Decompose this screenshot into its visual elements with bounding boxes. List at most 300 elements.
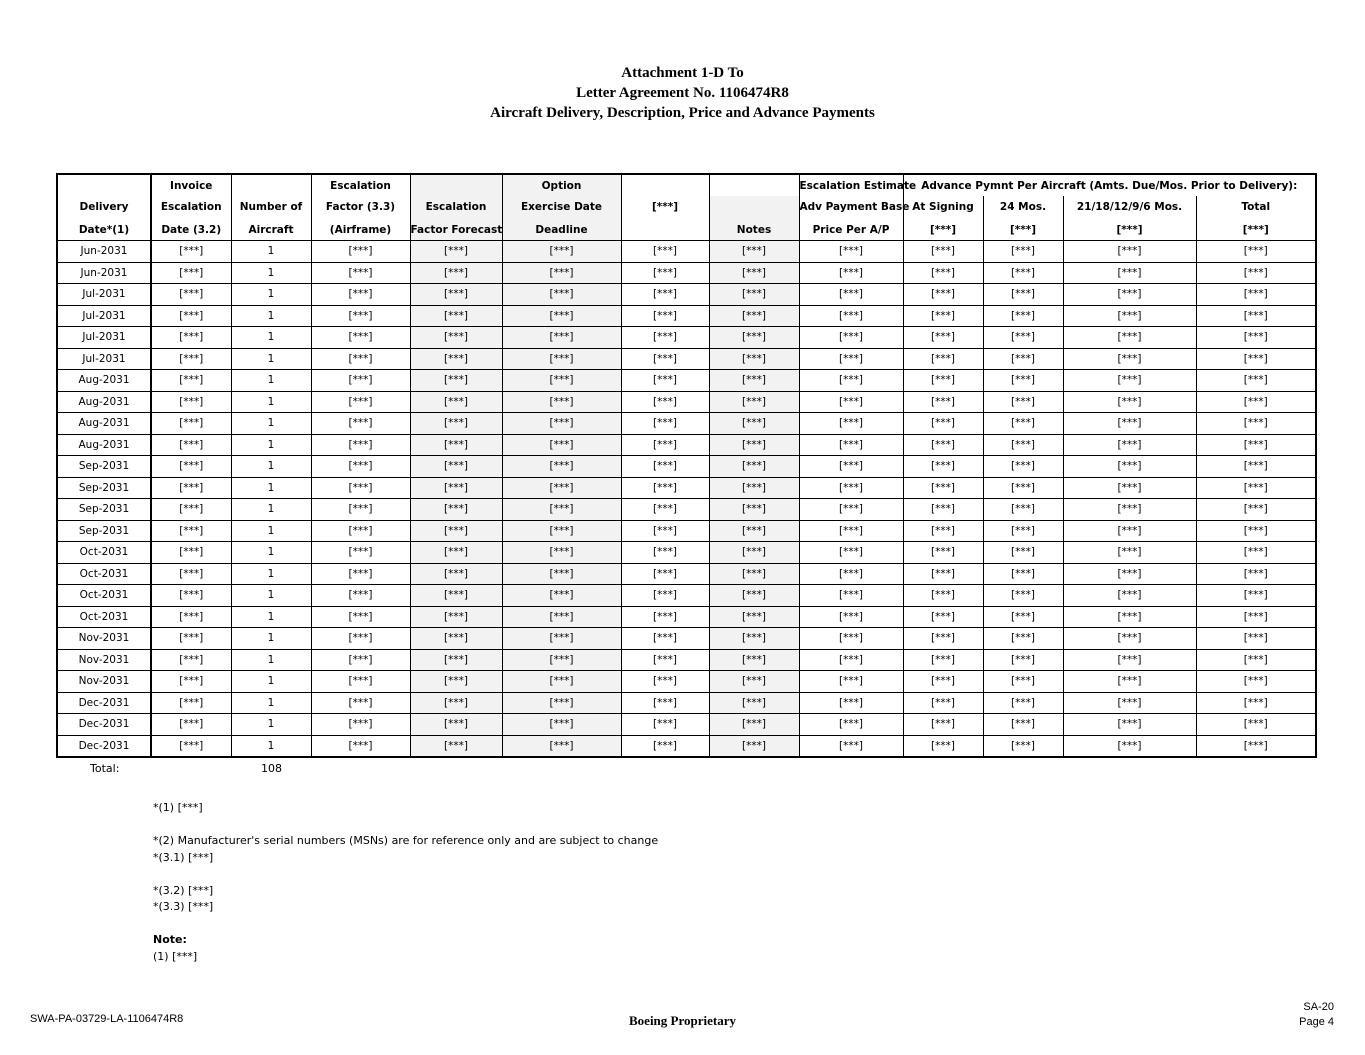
table-cell: [***] xyxy=(502,477,621,499)
table-cell: [***] xyxy=(709,305,799,327)
table-cell: [***] xyxy=(709,241,799,263)
table-row xyxy=(57,456,1316,478)
table-cell: [***] xyxy=(903,585,983,607)
footnote-line: *(1) [***] xyxy=(153,801,203,814)
table-cell: [***] xyxy=(151,241,231,263)
table-cell: [***] xyxy=(311,262,410,284)
table-cell: [***] xyxy=(709,585,799,607)
table-cell: [***] xyxy=(151,649,231,671)
table-cell: [***] xyxy=(151,563,231,585)
table-cell: [***] xyxy=(799,649,903,671)
table-cell: [***] xyxy=(799,714,903,736)
delivery-date-cell: Sep-2031 xyxy=(57,499,151,521)
table-cell: [***] xyxy=(410,628,502,650)
table-row xyxy=(57,499,1316,521)
table-cell: [***] xyxy=(502,456,621,478)
header-cell: Delivery xyxy=(57,196,151,217)
table-cell: [***] xyxy=(903,735,983,757)
note-heading: Note: xyxy=(153,933,187,946)
table-cell: 1 xyxy=(231,520,311,542)
table-cell: [***] xyxy=(621,391,709,413)
table-cell: 1 xyxy=(231,692,311,714)
table-cell: [***] xyxy=(1063,671,1196,693)
table-cell: [***] xyxy=(621,284,709,306)
table-cell: [***] xyxy=(621,413,709,435)
table-cell: [***] xyxy=(621,606,709,628)
table-cell: [***] xyxy=(151,499,231,521)
table-cell: [***] xyxy=(983,370,1063,392)
table-cell: [***] xyxy=(799,692,903,714)
table-cell: [***] xyxy=(151,714,231,736)
table-row xyxy=(57,284,1316,306)
table-cell: [***] xyxy=(151,262,231,284)
table-cell: [***] xyxy=(151,456,231,478)
table-cell: [***] xyxy=(311,606,410,628)
header-cell: At Signing xyxy=(903,196,983,217)
table-cell: [***] xyxy=(410,391,502,413)
header-cell: [***] xyxy=(621,196,709,217)
table-cell: [***] xyxy=(502,499,621,521)
table-cell: [***] xyxy=(621,735,709,757)
document-title xyxy=(0,63,1365,123)
advance-payment-group-header: Advance Pymnt Per Aircraft (Amts. Due/Mos. Prior to Delivery): xyxy=(903,174,1316,196)
table-cell: [***] xyxy=(1196,563,1316,585)
table-cell: [***] xyxy=(410,649,502,671)
table-cell: [***] xyxy=(502,542,621,564)
table-row xyxy=(57,348,1316,370)
table-cell: [***] xyxy=(311,585,410,607)
table-cell: [***] xyxy=(1196,284,1316,306)
table-cell: [***] xyxy=(311,714,410,736)
delivery-date-cell: Jun-2031 xyxy=(57,241,151,263)
table-cell: [***] xyxy=(983,714,1063,736)
table-cell: [***] xyxy=(903,542,983,564)
delivery-date-cell: Oct-2031 xyxy=(57,542,151,564)
table-cell: [***] xyxy=(983,671,1063,693)
table-cell: [***] xyxy=(1063,649,1196,671)
table-cell: [***] xyxy=(709,456,799,478)
table-cell: [***] xyxy=(410,305,502,327)
table-cell: [***] xyxy=(151,628,231,650)
header-cell: Invoice xyxy=(151,174,231,196)
table-cell: [***] xyxy=(311,391,410,413)
total-label: Total: xyxy=(90,762,120,775)
header-cell xyxy=(410,174,502,196)
delivery-date-cell: Jul-2031 xyxy=(57,284,151,306)
table-cell: [***] xyxy=(410,348,502,370)
table-cell: [***] xyxy=(1063,241,1196,263)
table-cell: [***] xyxy=(799,370,903,392)
table-row xyxy=(57,305,1316,327)
table-cell: [***] xyxy=(621,370,709,392)
table-cell: [***] xyxy=(799,413,903,435)
table-row xyxy=(57,563,1316,585)
header-cell: Factor Forecast xyxy=(410,217,502,241)
table-cell: [***] xyxy=(621,692,709,714)
table-cell: [***] xyxy=(410,434,502,456)
table-cell: [***] xyxy=(151,305,231,327)
table-cell: [***] xyxy=(502,735,621,757)
header-row-1 xyxy=(57,174,1316,196)
table-cell: [***] xyxy=(1196,692,1316,714)
table-cell: [***] xyxy=(983,649,1063,671)
table-cell: [***] xyxy=(983,284,1063,306)
table-cell: [***] xyxy=(983,348,1063,370)
table-cell: [***] xyxy=(983,735,1063,757)
table-cell: [***] xyxy=(502,241,621,263)
header-cell: Deadline xyxy=(502,217,621,241)
title-line-1: Attachment 1-D To xyxy=(621,65,744,81)
table-cell: [***] xyxy=(709,692,799,714)
table-cell: [***] xyxy=(311,413,410,435)
page-number: Page 4 xyxy=(1299,1016,1334,1028)
table-cell: [***] xyxy=(151,585,231,607)
table-cell: [***] xyxy=(1063,585,1196,607)
table-cell: [***] xyxy=(983,241,1063,263)
table-cell: [***] xyxy=(502,520,621,542)
table-cell: 1 xyxy=(231,671,311,693)
table-cell: [***] xyxy=(903,520,983,542)
table-cell: 1 xyxy=(231,327,311,349)
table-cell: [***] xyxy=(151,692,231,714)
table-cell: [***] xyxy=(311,477,410,499)
table-cell: [***] xyxy=(1196,649,1316,671)
table-cell: [***] xyxy=(799,735,903,757)
table-cell: [***] xyxy=(151,477,231,499)
table-cell: 1 xyxy=(231,456,311,478)
header-row-2 xyxy=(57,196,1316,217)
footnote-line xyxy=(153,866,658,883)
table-cell: [***] xyxy=(1196,327,1316,349)
table-cell: [***] xyxy=(410,520,502,542)
title-line-2: Letter Agreement No. 1106474R8 xyxy=(576,85,789,101)
header-cell xyxy=(709,196,799,217)
table-cell: [***] xyxy=(709,606,799,628)
delivery-date-cell: Oct-2031 xyxy=(57,606,151,628)
table-cell: [***] xyxy=(410,499,502,521)
table-cell: [***] xyxy=(903,348,983,370)
table-cell: [***] xyxy=(903,477,983,499)
table-cell: [***] xyxy=(799,606,903,628)
footnotes xyxy=(153,800,658,965)
table-cell: [***] xyxy=(983,413,1063,435)
table-row xyxy=(57,714,1316,736)
table-cell: [***] xyxy=(311,542,410,564)
header-cell: Number of xyxy=(231,196,311,217)
header-cell: Escalation xyxy=(410,196,502,217)
header-cell: Notes xyxy=(709,217,799,241)
table-cell: [***] xyxy=(311,370,410,392)
table-cell: [***] xyxy=(709,434,799,456)
table-cell: [***] xyxy=(311,735,410,757)
table-cell: 1 xyxy=(231,241,311,263)
table-row xyxy=(57,628,1316,650)
header-cell: Escalation Estimate xyxy=(799,174,903,196)
table-cell: 1 xyxy=(231,477,311,499)
table-cell: [***] xyxy=(311,628,410,650)
header-cell xyxy=(231,174,311,196)
table-cell: [***] xyxy=(311,284,410,306)
table-row xyxy=(57,585,1316,607)
table-cell: [***] xyxy=(311,348,410,370)
header-cell: [***] xyxy=(1063,217,1196,241)
table-cell: [***] xyxy=(983,456,1063,478)
table-cell: [***] xyxy=(410,606,502,628)
table-cell: [***] xyxy=(799,348,903,370)
table-cell: [***] xyxy=(410,284,502,306)
table-cell: [***] xyxy=(410,262,502,284)
header-cell: Aircraft xyxy=(231,217,311,241)
table-cell: [***] xyxy=(709,262,799,284)
delivery-date-cell: Nov-2031 xyxy=(57,671,151,693)
table-cell: [***] xyxy=(1196,714,1316,736)
table-cell: [***] xyxy=(709,499,799,521)
table-cell: [***] xyxy=(621,542,709,564)
table-row xyxy=(57,262,1316,284)
header-cell: Price Per A/P xyxy=(799,217,903,241)
table-cell: [***] xyxy=(151,542,231,564)
table-cell: [***] xyxy=(983,391,1063,413)
footnote-line: *(3.3) [***] xyxy=(153,900,214,913)
table-cell: [***] xyxy=(151,391,231,413)
header-row-3 xyxy=(57,217,1316,241)
table-cell: [***] xyxy=(502,327,621,349)
table-cell: 1 xyxy=(231,628,311,650)
table-cell: [***] xyxy=(709,413,799,435)
table-cell: [***] xyxy=(1063,262,1196,284)
table-cell: [***] xyxy=(621,520,709,542)
table-cell: [***] xyxy=(621,305,709,327)
table-cell: [***] xyxy=(621,262,709,284)
table-cell: [***] xyxy=(621,649,709,671)
table-cell: [***] xyxy=(799,284,903,306)
table-cell: [***] xyxy=(1063,542,1196,564)
table-row xyxy=(57,413,1316,435)
delivery-date-cell: Nov-2031 xyxy=(57,649,151,671)
header-cell: [***] xyxy=(1196,217,1316,241)
table-row xyxy=(57,606,1316,628)
table-cell: [***] xyxy=(983,542,1063,564)
table-cell: 1 xyxy=(231,305,311,327)
footnote-line xyxy=(153,817,658,834)
header-cell: Option xyxy=(502,174,621,196)
table-cell: [***] xyxy=(502,370,621,392)
table-cell: [***] xyxy=(1196,606,1316,628)
table-cell: [***] xyxy=(903,305,983,327)
total-value: 108 xyxy=(261,762,282,775)
table-cell: [***] xyxy=(903,649,983,671)
table-cell: [***] xyxy=(151,327,231,349)
table-cell: [***] xyxy=(903,671,983,693)
table-row xyxy=(57,327,1316,349)
table-cell: [***] xyxy=(799,327,903,349)
table-cell: [***] xyxy=(1196,413,1316,435)
table-cell: [***] xyxy=(799,499,903,521)
footnote-line: *(3.1) [***] xyxy=(153,850,214,864)
table-cell: 1 xyxy=(231,649,311,671)
header-cell xyxy=(709,174,799,196)
delivery-date-cell: Jun-2031 xyxy=(57,262,151,284)
table-cell: [***] xyxy=(709,649,799,671)
header-cell xyxy=(57,174,151,196)
table-cell: [***] xyxy=(1063,692,1196,714)
table-cell: [***] xyxy=(311,692,410,714)
table-cell: [***] xyxy=(502,348,621,370)
table-cell: [***] xyxy=(1196,520,1316,542)
header-cell: [***] xyxy=(983,217,1063,241)
table-cell: [***] xyxy=(983,585,1063,607)
table-cell: [***] xyxy=(903,499,983,521)
table-cell: [***] xyxy=(621,628,709,650)
table-cell: [***] xyxy=(410,241,502,263)
table-cell: [***] xyxy=(311,499,410,521)
table-cell: [***] xyxy=(621,456,709,478)
table-cell: 1 xyxy=(231,563,311,585)
table-cell: [***] xyxy=(1063,606,1196,628)
table-cell: [***] xyxy=(903,370,983,392)
table-cell: [***] xyxy=(799,628,903,650)
table-cell: [***] xyxy=(311,563,410,585)
table-row xyxy=(57,649,1316,671)
table-cell: [***] xyxy=(502,692,621,714)
table-cell: [***] xyxy=(410,692,502,714)
header-cell: Date (3.2) xyxy=(151,217,231,241)
table-cell: [***] xyxy=(502,391,621,413)
table-cell: [***] xyxy=(1063,714,1196,736)
title-line-3: Aircraft Delivery, Description, Price and Advance Payments xyxy=(490,105,875,121)
table-cell: 1 xyxy=(231,434,311,456)
delivery-date-cell: Nov-2031 xyxy=(57,628,151,650)
table-cell: [***] xyxy=(799,585,903,607)
table-cell: [***] xyxy=(1063,563,1196,585)
table-cell: 1 xyxy=(231,499,311,521)
table-cell: [***] xyxy=(311,434,410,456)
header-cell: (Airframe) xyxy=(311,217,410,241)
table-cell: [***] xyxy=(983,327,1063,349)
table-cell: 1 xyxy=(231,542,311,564)
table-cell: [***] xyxy=(903,692,983,714)
table-cell: [***] xyxy=(709,542,799,564)
delivery-date-cell: Jul-2031 xyxy=(57,348,151,370)
table-cell: [***] xyxy=(502,413,621,435)
proprietary-label: Boeing Proprietary xyxy=(629,1013,736,1028)
table-cell: [***] xyxy=(983,520,1063,542)
table-cell: [***] xyxy=(1196,628,1316,650)
table-cell: [***] xyxy=(1196,499,1316,521)
table-cell: [***] xyxy=(311,649,410,671)
table-row xyxy=(57,434,1316,456)
table-cell: [***] xyxy=(1063,305,1196,327)
table-cell: [***] xyxy=(1196,391,1316,413)
table-cell: 1 xyxy=(231,606,311,628)
table-cell: [***] xyxy=(709,735,799,757)
table-cell: [***] xyxy=(1196,262,1316,284)
table-cell: [***] xyxy=(621,348,709,370)
table-cell: [***] xyxy=(311,456,410,478)
table-cell: [***] xyxy=(1196,585,1316,607)
table-cell: [***] xyxy=(983,606,1063,628)
table-cell: [***] xyxy=(151,671,231,693)
table-cell: [***] xyxy=(502,606,621,628)
table-cell: [***] xyxy=(410,585,502,607)
table-cell: [***] xyxy=(410,735,502,757)
table-cell: [***] xyxy=(709,520,799,542)
header-cell: [***] xyxy=(903,217,983,241)
table-cell: [***] xyxy=(799,262,903,284)
delivery-date-cell: Aug-2031 xyxy=(57,391,151,413)
table-cell: [***] xyxy=(1196,305,1316,327)
header-cell: Total xyxy=(1196,196,1316,217)
header-cell: Adv Payment Base xyxy=(799,196,903,217)
delivery-date-cell: Oct-2031 xyxy=(57,585,151,607)
table-cell: [***] xyxy=(709,284,799,306)
table-cell: [***] xyxy=(151,735,231,757)
table-cell: [***] xyxy=(903,284,983,306)
table-cell: [***] xyxy=(621,499,709,521)
table-cell: [***] xyxy=(709,477,799,499)
table-cell: [***] xyxy=(983,262,1063,284)
table-cell: [***] xyxy=(709,628,799,650)
page-info xyxy=(1299,1000,1334,1030)
table-cell: [***] xyxy=(1196,542,1316,564)
table-cell: [***] xyxy=(903,391,983,413)
table-cell: [***] xyxy=(502,284,621,306)
table-cell: [***] xyxy=(903,606,983,628)
table-cell: [***] xyxy=(799,434,903,456)
table-cell: [***] xyxy=(1063,434,1196,456)
table-cell: [***] xyxy=(621,477,709,499)
header-cell xyxy=(621,217,709,241)
table-cell: [***] xyxy=(410,671,502,693)
table-cell: [***] xyxy=(151,520,231,542)
header-cell: Date*(1) xyxy=(57,217,151,241)
table-cell: [***] xyxy=(151,370,231,392)
table-row xyxy=(57,735,1316,757)
table-cell: [***] xyxy=(151,348,231,370)
table-cell: [***] xyxy=(311,241,410,263)
table-cell: [***] xyxy=(410,370,502,392)
table-cell: [***] xyxy=(903,413,983,435)
table-cell: [***] xyxy=(311,305,410,327)
table-cell: [***] xyxy=(410,542,502,564)
delivery-date-cell: Jul-2031 xyxy=(57,327,151,349)
table-row xyxy=(57,477,1316,499)
table-cell: [***] xyxy=(1063,370,1196,392)
table-cell: [***] xyxy=(799,241,903,263)
table-cell: [***] xyxy=(983,434,1063,456)
table-cell: [***] xyxy=(799,305,903,327)
table-row xyxy=(57,692,1316,714)
table-row xyxy=(57,370,1316,392)
table-row xyxy=(57,542,1316,564)
delivery-date-cell: Sep-2031 xyxy=(57,456,151,478)
table-cell: [***] xyxy=(311,671,410,693)
table-cell: [***] xyxy=(621,714,709,736)
table-cell: [***] xyxy=(709,391,799,413)
table-cell: [***] xyxy=(799,671,903,693)
table-cell: 1 xyxy=(231,262,311,284)
table-cell: [***] xyxy=(410,477,502,499)
table-cell: [***] xyxy=(1196,735,1316,757)
delivery-date-cell: Oct-2031 xyxy=(57,563,151,585)
delivery-date-cell: Sep-2031 xyxy=(57,477,151,499)
footnote-line xyxy=(153,916,658,933)
table-cell: [***] xyxy=(903,563,983,585)
delivery-date-cell: Dec-2031 xyxy=(57,692,151,714)
table-cell: [***] xyxy=(311,327,410,349)
delivery-date-cell: Aug-2031 xyxy=(57,434,151,456)
table-cell: [***] xyxy=(1063,477,1196,499)
